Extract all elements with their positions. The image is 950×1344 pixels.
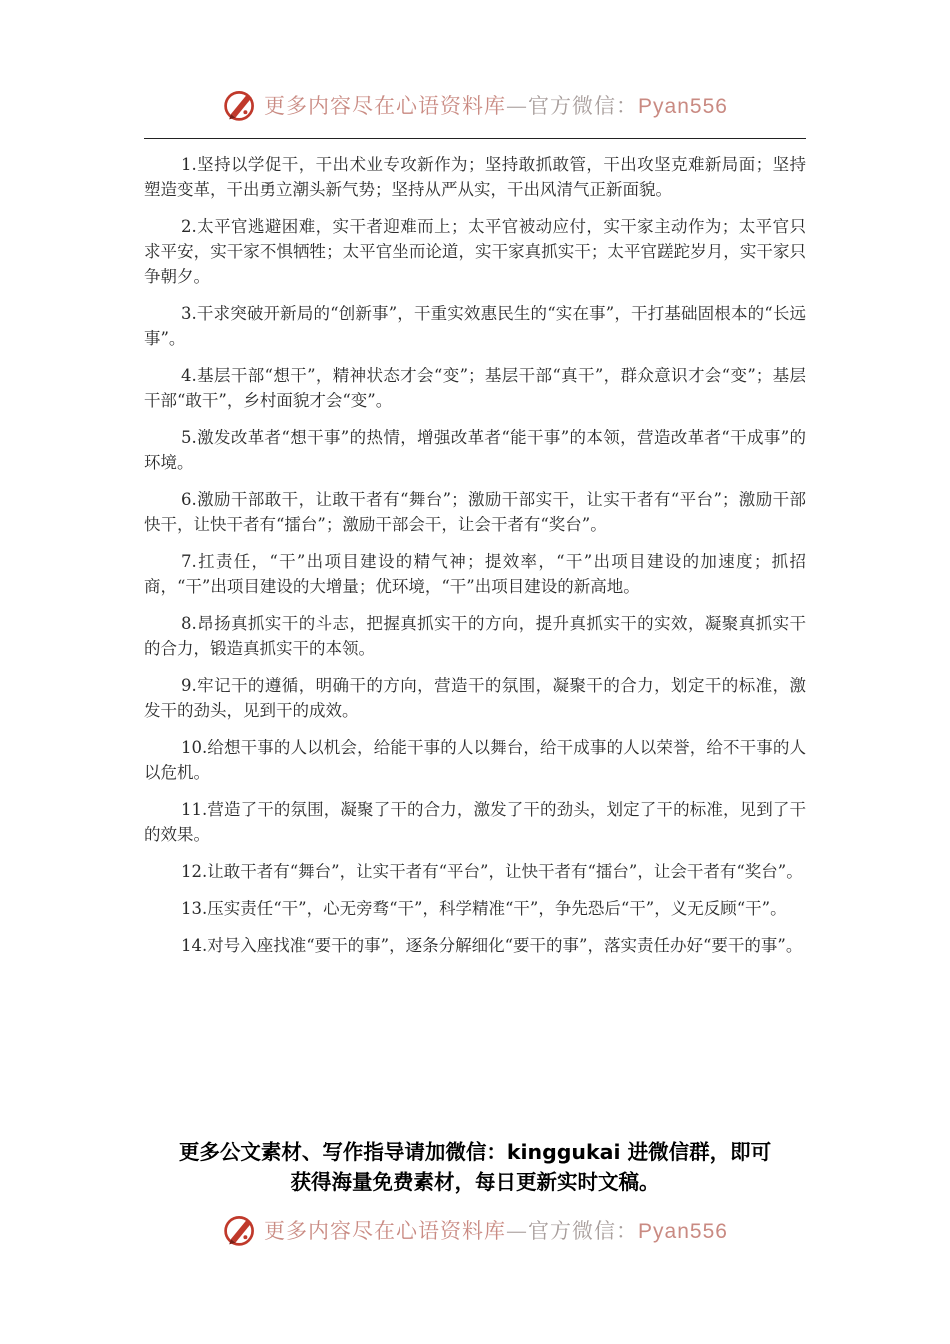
footer-dash: — (506, 1219, 529, 1243)
header-wechat-id: Pyan556 (638, 95, 728, 118)
paragraph-8: 8.昂扬真抓实干的斗志，把握真抓实干的方向，提升真抓实干的实效，凝聚真抓实干的合力，锻造真抓实干的本领。 (144, 614, 806, 658)
paragraph-14: 14.对号入座找准“要干的事”，逐条分解细化“要干的事”，落实责任办好“要干的事”。 (181, 936, 803, 955)
paragraph-list (144, 152, 806, 970)
paragraph-2: 2.太平官逃避困难，实干者迎难而上；太平官被动应付，实干家主动作为；太平官只求平安，实干家不惧牺牲；太平官坐而论道，实干家真抓实干；太平官蹉跎岁月，实干家只争朝夕。 (144, 217, 806, 286)
promo-line-1: 更多公文素材、写作指导请加微信：kinggukai 进微信群，即可 (178, 1140, 772, 1164)
paragraph-3: 3.干求突破开新局的“创新事”，干重实效惠民生的“实在事”，干打基础固根本的“长远事”。 (144, 304, 806, 348)
pen-logo-icon (222, 1212, 258, 1248)
footer-site-text: 更多内容尽在心语资料库 (264, 1219, 507, 1243)
footer-banner-text (264, 1215, 728, 1245)
paragraph-4: 4.基层干部“想干”，精神状态才会“变”；基层干部“真干”，群众意识才会“变”；基层干部“敢干”，乡村面貌才会“变”。 (144, 366, 806, 410)
header-banner (0, 80, 950, 130)
promo-block (0, 1137, 950, 1197)
paragraph-13: 13.压实责任“干”，心无旁骛“干”，科学精准“干”，争先恐后“干”，义无反顾“干”。 (181, 899, 787, 918)
paragraph-6: 6.激励干部敢干，让敢干者有“舞台”；激励干部实干，让实干者有“平台”；激励干部快干，让快干者有“擂台”；激励干部会干，让会干者有“奖台”。 (144, 490, 806, 534)
paragraph-7: 7.扛责任，“干”出项目建设的精气神；提效率，“干”出项目建设的加速度；抓招商，“干”出项目建设的大增量；优环境，“干”出项目建设的新高地。 (144, 552, 806, 596)
header-dash: — (506, 94, 529, 118)
footer-banner (0, 1205, 950, 1255)
header-site-text: 更多内容尽在心语资料库 (264, 94, 507, 118)
paragraph-1: 1.坚持以学促干，干出术业专攻新作为；坚持敢抓敢管，干出攻坚克难新局面；坚持塑造变革，干出勇立潮头新气势；坚持从严从实，干出风清气正新面貌。 (144, 155, 806, 199)
paragraph-5: 5.激发改革者“想干事”的热情，增强改革者“能干事”的本领，营造改革者“干成事”的环境。 (144, 428, 806, 472)
pen-logo-icon (222, 87, 258, 123)
paragraph-12: 12.让敢干者有“舞台”，让实干者有“平台”，让快干者有“擂台”，让会干者有“奖台”。 (181, 862, 803, 881)
header-divider (144, 138, 806, 139)
header-banner-text (264, 90, 728, 120)
footer-wechat-id: Pyan556 (638, 1220, 728, 1243)
header-wechat-label: 官方微信： (528, 94, 639, 118)
promo-line-2: 获得海量免费素材，每日更新实时文稿。 (290, 1170, 660, 1194)
paragraph-10: 10.给想干事的人以机会，给能干事的人以舞台，给干成事的人以荣誉，给不干事的人以危机。 (144, 738, 806, 782)
paragraph-9: 9.牢记干的遵循，明确干的方向，营造干的氛围，凝聚干的合力，划定干的标准，激发干的劲头，见到干的成效。 (144, 676, 806, 720)
paragraph-11: 11.营造了干的氛围，凝聚了干的合力，激发了干的劲头，划定了干的标准，见到了干的效果。 (144, 800, 806, 844)
footer-wechat-label: 官方微信： (528, 1219, 639, 1243)
